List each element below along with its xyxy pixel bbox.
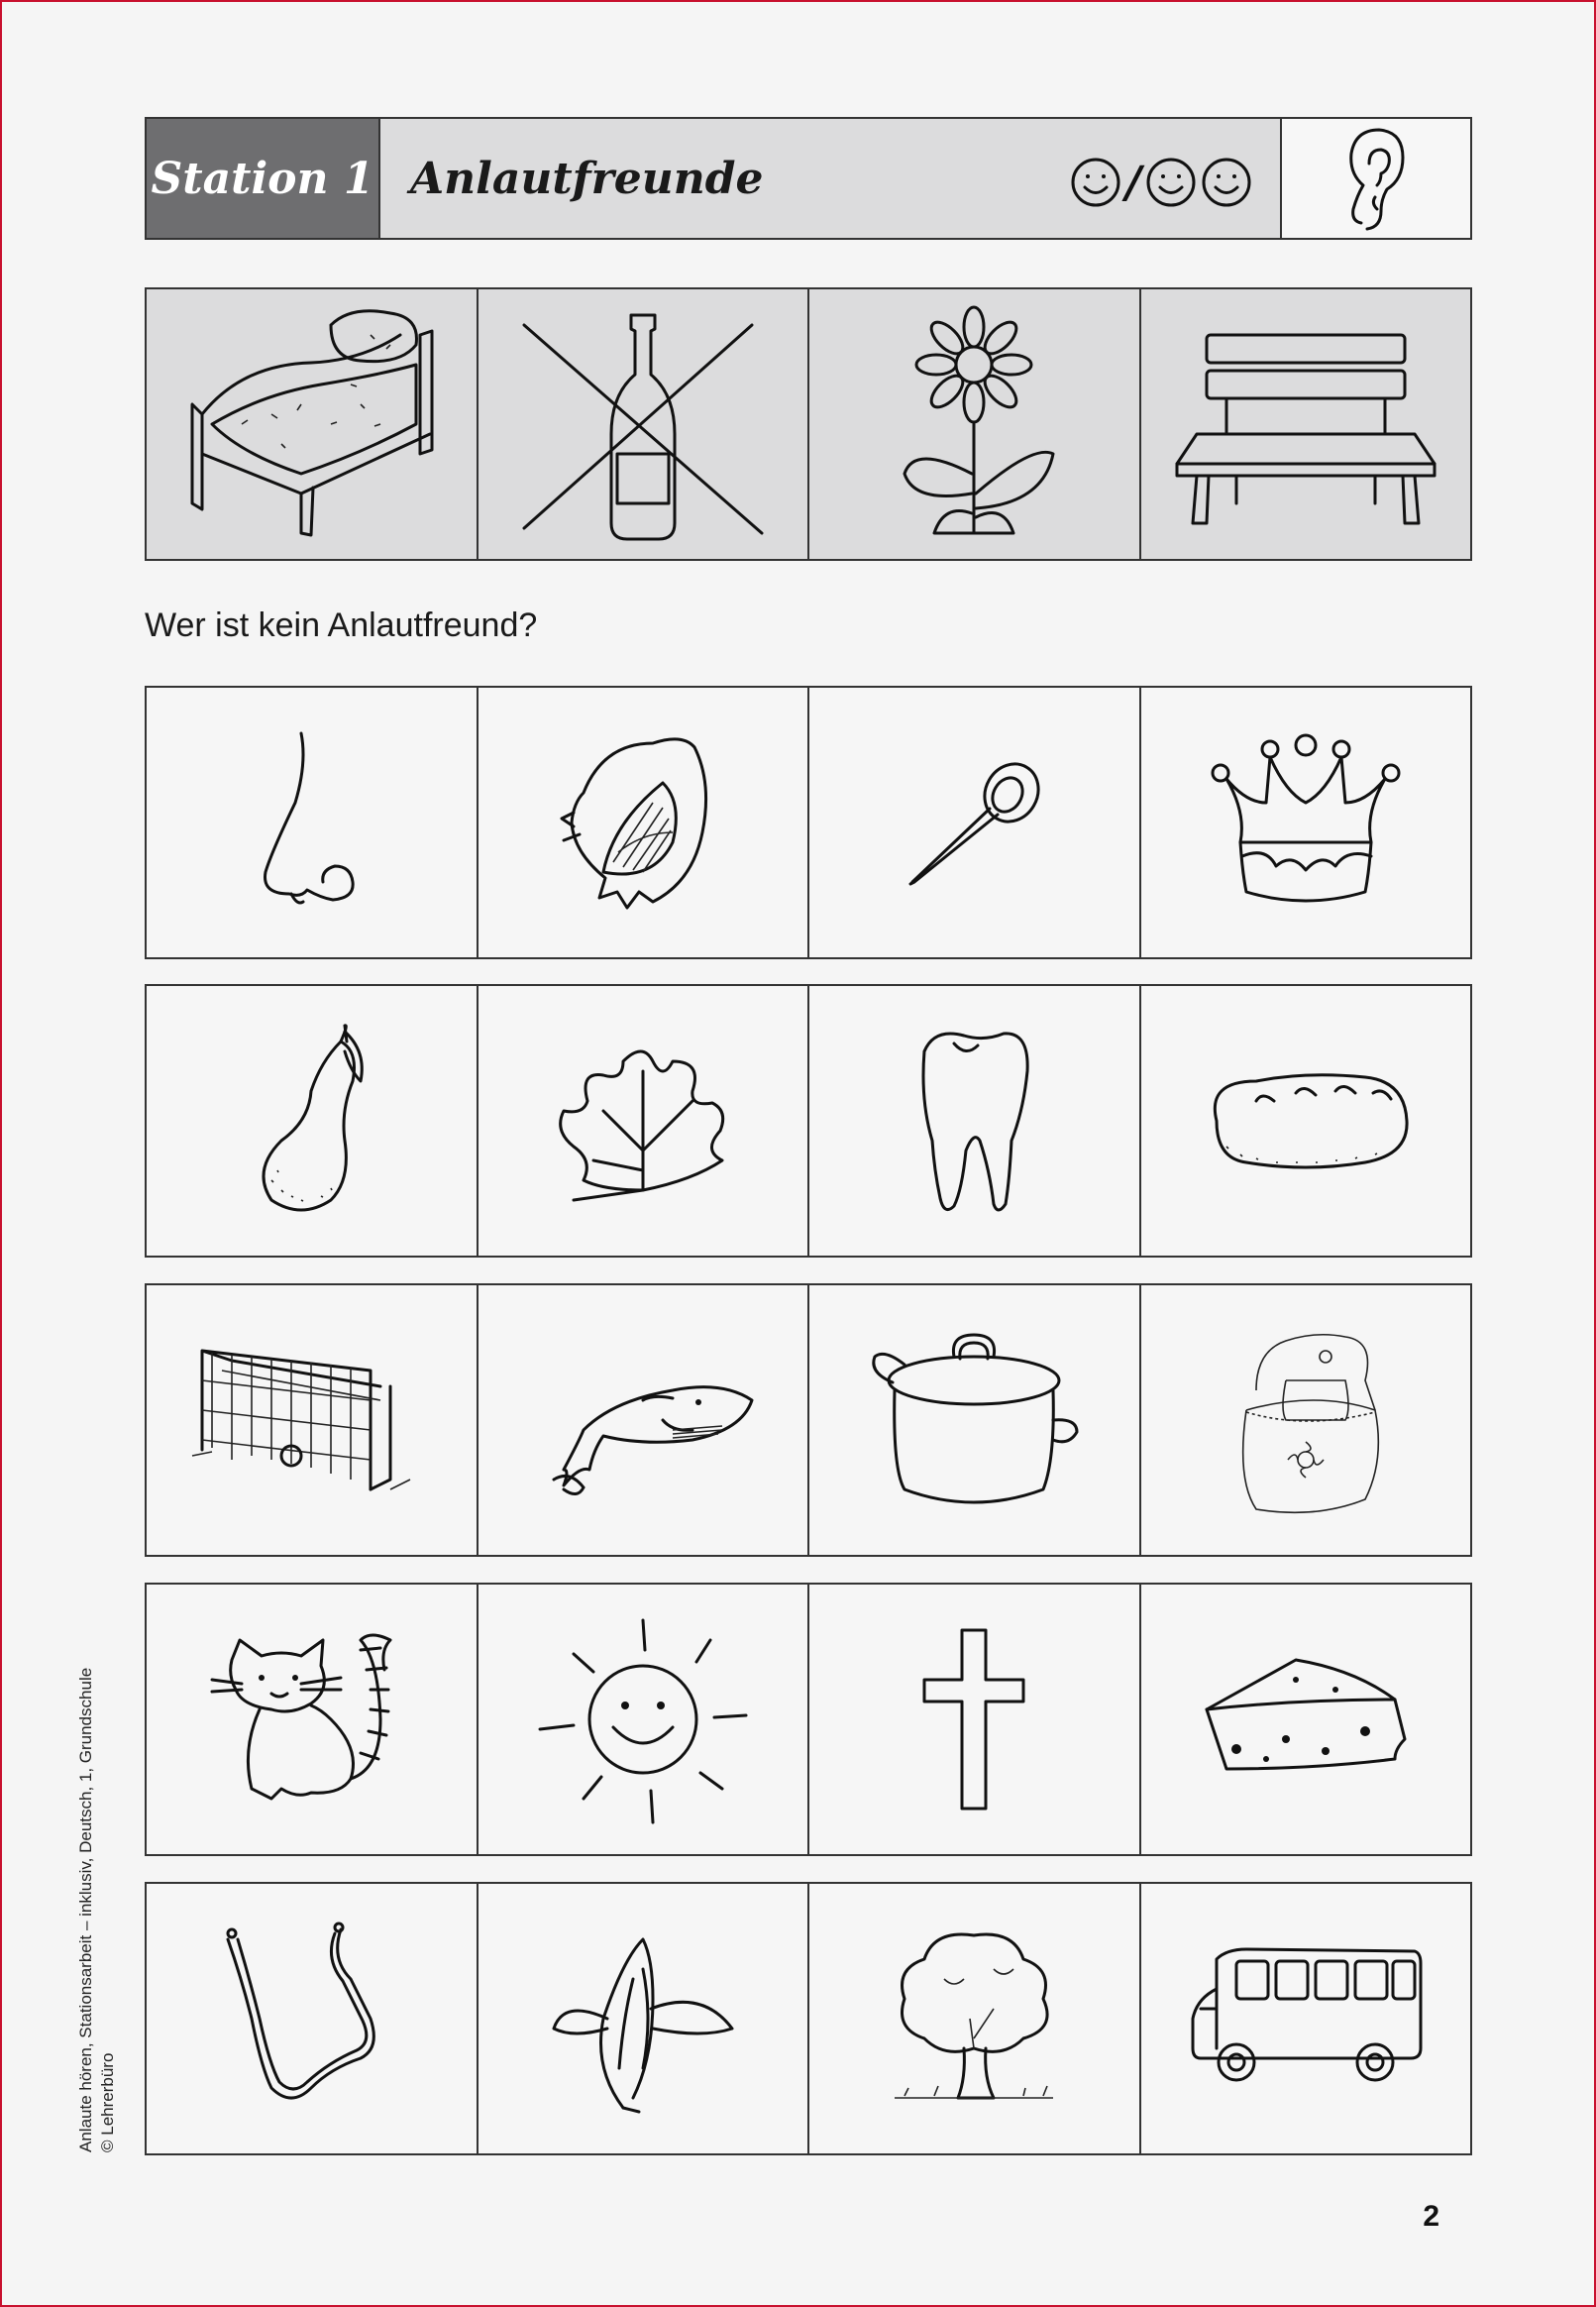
credit-line-2: © Lehrerbüro xyxy=(98,2052,117,2152)
cat-drawing xyxy=(212,1620,410,1818)
pot-drawing xyxy=(865,1321,1083,1519)
picture-pin[interactable] xyxy=(809,688,1141,957)
bed-drawing xyxy=(182,305,440,543)
picture-row-1 xyxy=(145,686,1472,959)
page-number: 2 xyxy=(1423,2200,1439,2233)
leaf-drawing xyxy=(544,1032,742,1210)
example-bench xyxy=(1141,289,1471,559)
tree-drawing xyxy=(875,1920,1073,2118)
whale-drawing xyxy=(524,1341,762,1499)
ear-box xyxy=(1282,119,1470,238)
picture-row-4 xyxy=(145,1583,1472,1856)
sun-drawing xyxy=(534,1610,752,1828)
cheese-drawing xyxy=(1197,1640,1415,1799)
task-question: Wer ist kein Anlautfreund? xyxy=(145,606,538,644)
bench-drawing xyxy=(1167,315,1444,533)
smiley-icon xyxy=(1201,157,1252,208)
hazelnut-drawing xyxy=(544,723,742,922)
picture-cross[interactable] xyxy=(809,1585,1141,1854)
picture-tooth[interactable] xyxy=(809,986,1141,1256)
picture-row-3 xyxy=(145,1283,1472,1557)
example-flower xyxy=(809,289,1141,559)
station-header xyxy=(145,117,1472,240)
necklace-drawing xyxy=(212,1920,410,2118)
credit-line-1: Anlaute hören, Stationsarbeit – inklusiv, Deutsch, 1, Grundschule xyxy=(76,1667,95,2152)
picture-row-2 xyxy=(145,984,1472,1258)
smiley-icon xyxy=(1070,157,1121,208)
station-title: Anlautfreunde xyxy=(410,153,764,204)
level-separator: / xyxy=(1124,157,1141,208)
tooth-drawing xyxy=(895,1022,1053,1220)
picture-pear[interactable] xyxy=(147,986,479,1256)
picture-pot[interactable] xyxy=(809,1285,1141,1555)
crown-drawing xyxy=(1207,733,1405,912)
copyright-credit xyxy=(75,1668,119,2152)
bag-drawing xyxy=(1217,1321,1395,1519)
nose-drawing xyxy=(242,723,380,922)
example-bed xyxy=(147,289,479,559)
picture-bag[interactable] xyxy=(1141,1285,1471,1555)
flower-drawing xyxy=(875,305,1073,543)
picture-bread[interactable] xyxy=(1141,986,1471,1256)
bread-drawing xyxy=(1197,1051,1415,1190)
example-bottle-crossed-out xyxy=(479,289,810,559)
picture-row-5 xyxy=(145,1882,1472,2155)
goal-drawing xyxy=(192,1331,430,1509)
picture-bus[interactable] xyxy=(1141,1884,1471,2153)
pin-drawing xyxy=(895,743,1053,902)
station-label: Station 1 xyxy=(147,119,380,238)
picture-banana[interactable] xyxy=(479,1884,810,2153)
ear-icon xyxy=(1341,124,1411,233)
picture-whale[interactable] xyxy=(479,1285,810,1555)
picture-goal[interactable] xyxy=(147,1285,479,1555)
banana-drawing xyxy=(544,1920,742,2118)
bottle-drawing xyxy=(514,305,772,543)
station-title-bar xyxy=(380,119,1282,238)
cross-drawing xyxy=(914,1620,1033,1818)
pear-drawing xyxy=(242,1022,380,1220)
picture-cat[interactable] xyxy=(147,1585,479,1854)
example-row xyxy=(145,287,1472,561)
picture-cheese[interactable] xyxy=(1141,1585,1471,1854)
smiley-icon xyxy=(1145,157,1197,208)
bus-drawing xyxy=(1187,1939,1425,2098)
picture-nose[interactable] xyxy=(147,688,479,957)
picture-necklace[interactable] xyxy=(147,1884,479,2153)
picture-hazelnut[interactable] xyxy=(479,688,810,957)
picture-tree[interactable] xyxy=(809,1884,1141,2153)
difficulty-indicator xyxy=(1070,157,1252,208)
picture-crown[interactable] xyxy=(1141,688,1471,957)
picture-leaf[interactable] xyxy=(479,986,810,1256)
picture-sun[interactable] xyxy=(479,1585,810,1854)
